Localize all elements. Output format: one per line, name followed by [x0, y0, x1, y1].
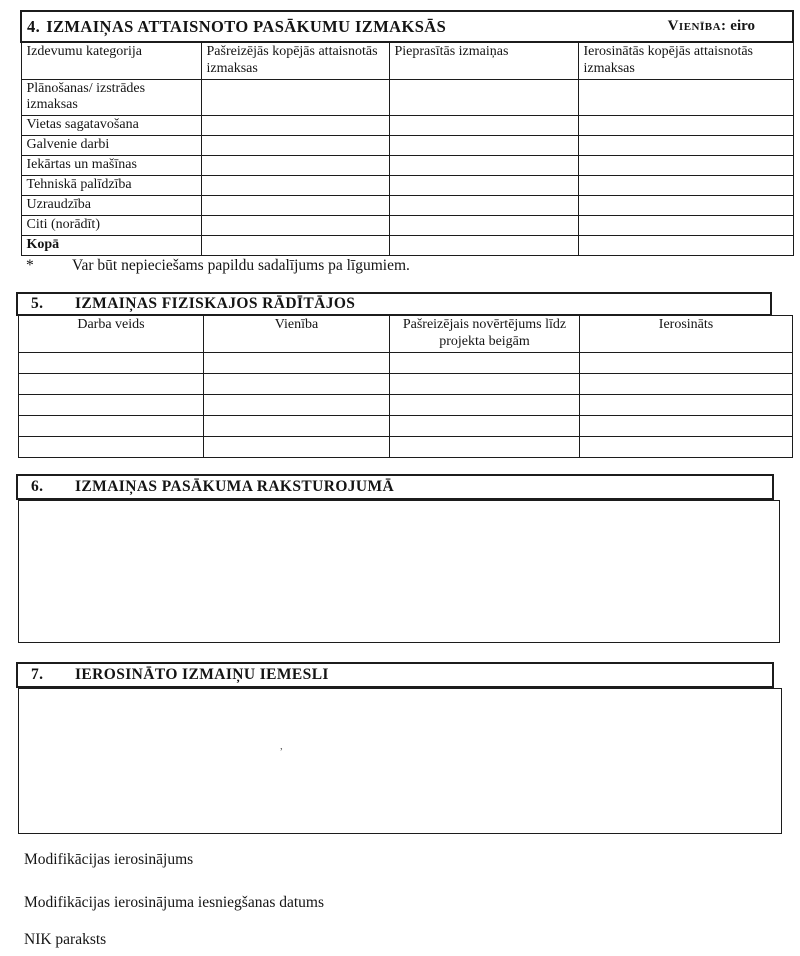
section4-col-header-proposed-costs: Ierosinātās kopējās attaisnotās izmaksas [578, 42, 793, 79]
empty-cell [201, 136, 389, 156]
empty-cell [389, 136, 578, 156]
section4-header-row [21, 42, 793, 79]
section6-description-area [18, 500, 780, 643]
table-row [19, 415, 793, 436]
empty-cell [578, 196, 793, 216]
empty-cell [201, 156, 389, 176]
footer-line-modification-proposal: Modifikācijas ierosinājums [24, 851, 194, 868]
empty-cell [578, 216, 793, 236]
table-row [21, 156, 793, 176]
table-row [19, 436, 793, 457]
table-row [21, 176, 793, 196]
row-label: Citi (norādīt) [21, 216, 201, 236]
empty-cell [390, 436, 580, 457]
empty-cell [204, 436, 390, 457]
table-row [19, 373, 793, 394]
empty-cell [19, 352, 204, 373]
section7-title-box [16, 662, 774, 688]
empty-cell [389, 236, 578, 256]
footnote [20, 257, 760, 275]
row-label: Tehniskā palīdzība [21, 176, 201, 196]
table-row-total [21, 236, 793, 256]
row-label-total: Kopā [21, 236, 201, 256]
scan-artifact: , [280, 740, 283, 752]
unit-label [668, 17, 787, 35]
empty-cell [19, 373, 204, 394]
empty-cell [19, 394, 204, 415]
section4-col-header-requested-changes: Pieprasītās izmaiņas [389, 42, 578, 79]
table-row [21, 216, 793, 236]
table-row [19, 352, 793, 373]
empty-cell [201, 79, 389, 116]
footnote-marker: * [26, 257, 34, 274]
row-label: Iekārtas un mašīnas [21, 156, 201, 176]
empty-cell [389, 79, 578, 116]
row-label: Plānošanas/ izstrādes izmaksas [21, 79, 201, 116]
empty-cell [389, 176, 578, 196]
section4-title-text: IZMAIŅAS ATTAISNOTO PASĀKUMU IZMAKSĀS [46, 16, 447, 36]
empty-cell [578, 156, 793, 176]
empty-cell [580, 373, 793, 394]
empty-cell [578, 116, 793, 136]
section5-title-box [16, 292, 772, 316]
table-row [21, 79, 793, 116]
section5-header-row [19, 316, 793, 353]
footer-line-nik-signature: NIK paraksts [24, 931, 107, 948]
empty-cell [201, 116, 389, 136]
empty-cell [580, 352, 793, 373]
empty-cell [580, 394, 793, 415]
empty-cell [389, 196, 578, 216]
empty-cell [389, 216, 578, 236]
section7-number: 7. [31, 666, 44, 683]
empty-cell [204, 352, 390, 373]
section5-col-header-work-type: Darba veids [19, 316, 204, 353]
section6-title-text: IZMAIŅAS PASĀKUMA RAKSTUROJUMĀ [75, 478, 395, 495]
empty-cell [201, 176, 389, 196]
section4-heading [27, 17, 446, 37]
footer-line-submission-date: Modifikācijas ierosinājuma iesniegšanas datums [24, 894, 325, 911]
section7-reasons-area [18, 688, 782, 834]
empty-cell [204, 373, 390, 394]
unit-label-text: Vienība: [667, 18, 727, 35]
empty-cell [389, 116, 578, 136]
section4-col-header-category: Izdevumu kategorija [21, 42, 201, 79]
table-row [21, 196, 793, 216]
row-label: Vietas sagatavošana [21, 116, 201, 136]
empty-cell [390, 352, 580, 373]
section5-col-header-proposed: Ierosināts [580, 316, 793, 353]
table-row [21, 116, 793, 136]
empty-cell [390, 394, 580, 415]
empty-cell [201, 236, 389, 256]
empty-cell [580, 436, 793, 457]
empty-cell [19, 436, 204, 457]
section4-title-row [21, 11, 793, 42]
table-row [21, 136, 793, 156]
section4-costs-table [20, 10, 794, 256]
row-label: Galvenie darbi [21, 136, 201, 156]
section5-physical-indicators-table [18, 315, 793, 458]
empty-cell [578, 236, 793, 256]
section5-title-text: IZMAIŅAS FIZISKAJOS RĀDĪTĀJOS [75, 295, 356, 312]
section7-title-text: IEROSINĀTO IZMAIŅU IEMESLI [75, 666, 329, 683]
unit-value: eiro [730, 18, 755, 35]
section4-number: 4. [27, 16, 41, 36]
section5-col-header-current-estimate: Pašreizējais novērtējums līdz projekta beigām [390, 316, 580, 353]
empty-cell [390, 373, 580, 394]
empty-cell [389, 156, 578, 176]
empty-cell [578, 176, 793, 196]
section5-number: 5. [31, 295, 44, 312]
empty-cell [578, 79, 793, 116]
table-row [19, 394, 793, 415]
empty-cell [204, 394, 390, 415]
section5-col-header-unit: Vienība [204, 316, 390, 353]
section6-number: 6. [31, 478, 44, 495]
section6-title-box [16, 474, 774, 500]
empty-cell [201, 216, 389, 236]
empty-cell [19, 415, 204, 436]
empty-cell [580, 415, 793, 436]
row-label: Uzraudzība [21, 196, 201, 216]
empty-cell [390, 415, 580, 436]
empty-cell [578, 136, 793, 156]
empty-cell [204, 415, 390, 436]
section4-col-header-current-costs: Pašreizējās kopējās attaisnotās izmaksas [201, 42, 389, 79]
footnote-text: Var būt nepieciešams papildu sadalījums pa līgumiem. [72, 257, 410, 274]
empty-cell [201, 196, 389, 216]
